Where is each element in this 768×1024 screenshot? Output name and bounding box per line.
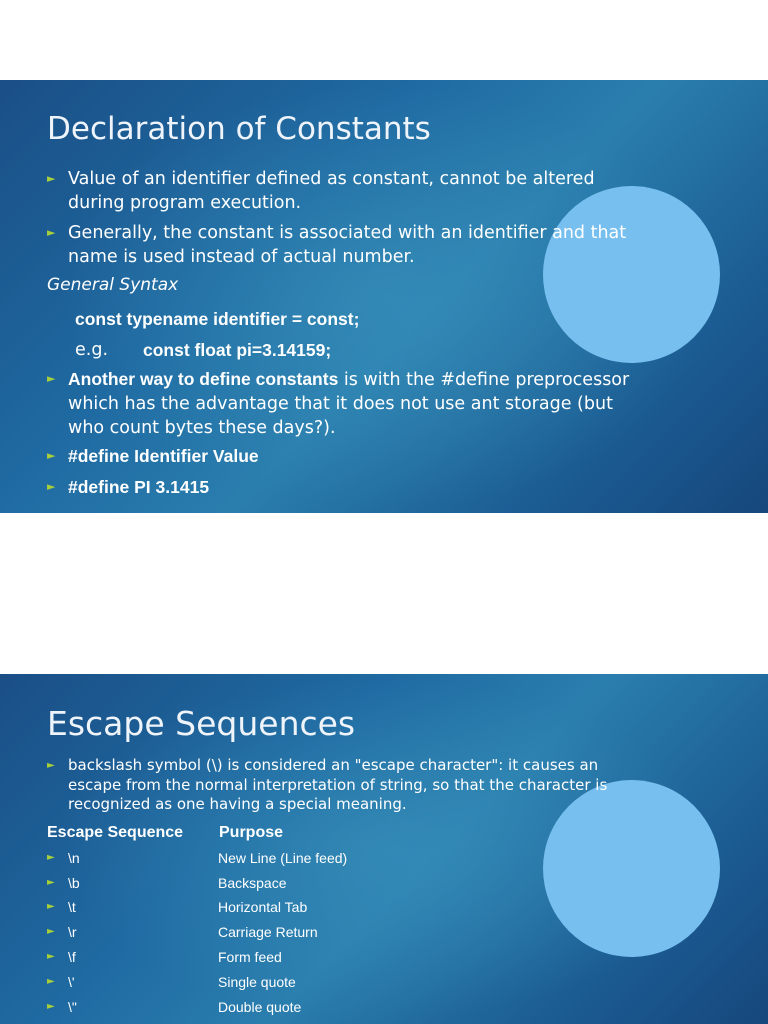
bullet-arrow-icon: ► (47, 852, 55, 863)
escape-code: \t (68, 899, 76, 915)
escape-code: \r (68, 924, 77, 940)
escape-purpose: Horizontal Tab (218, 899, 308, 915)
bullet-arrow-icon: ► (47, 480, 56, 493)
escape-purpose: Single quote (218, 974, 296, 990)
table-row (47, 848, 347, 868)
slide-title: Declaration of Constants (47, 111, 431, 147)
example-prefix: e.g. (75, 340, 109, 360)
column-header-sequence: Escape Sequence (47, 824, 184, 841)
bullet-arrow-icon: ► (47, 760, 55, 771)
bullet-item (47, 444, 259, 468)
bullet-arrow-icon: ► (47, 976, 55, 987)
bullet-arrow-icon: ► (47, 449, 56, 462)
escape-code: \" (68, 999, 77, 1015)
bullet-text: is with the #define preprocessor which has the advantage that it does not use ant storage (but who count bytes these days?). (68, 370, 630, 438)
table-row (47, 897, 307, 917)
escape-purpose: Form feed (218, 949, 282, 965)
slide-title: Escape Sequences (47, 704, 356, 743)
table-row (47, 873, 286, 893)
bullet-arrow-icon: ► (47, 372, 56, 385)
bullet-item (47, 756, 638, 815)
bullet-item (47, 475, 209, 499)
escape-code: \' (68, 974, 75, 990)
define-line: #define PI 3.1415 (68, 477, 210, 497)
bullet-arrow-icon: ► (47, 951, 55, 962)
table-row (47, 922, 318, 942)
bullet-arrow-icon: ► (47, 926, 55, 937)
syntax-heading: General Syntax (47, 275, 179, 295)
escape-purpose: New Line (Line feed) (218, 850, 348, 866)
bullet-text: Generally, the constant is associated with an identifier and that name is used instead of actual number. (68, 223, 627, 267)
bullet-arrow-icon: ► (47, 226, 56, 239)
escape-purpose: Backspace (218, 875, 287, 891)
table-row (47, 997, 301, 1017)
bullet-arrow-icon: ► (47, 877, 55, 888)
escape-code: \b (68, 875, 80, 891)
escape-code: \f (68, 949, 76, 965)
define-line: #define Identifier Value (68, 446, 259, 466)
slide-declaration-of-constants (0, 80, 768, 513)
table-row (47, 947, 282, 967)
bullet-arrow-icon: ► (47, 1001, 55, 1012)
column-header-purpose: Purpose (219, 824, 284, 841)
bullet-item (47, 167, 647, 215)
escape-purpose: Carriage Return (218, 924, 318, 940)
bullet-text: Value of an identifier defined as constant, cannot be altered during program execution. (68, 169, 595, 213)
slide-escape-sequences (0, 674, 768, 1024)
bullet-bold-text: Another way to define constants (68, 369, 339, 389)
bullet-arrow-icon: ► (47, 172, 56, 185)
bullet-item (47, 221, 647, 269)
table-row (47, 972, 296, 992)
syntax-line: const typename identifier = const; (75, 309, 360, 329)
escape-code: \n (68, 850, 80, 866)
example-code: const float pi=3.14159; (143, 340, 332, 360)
escape-purpose: Double quote (218, 999, 302, 1015)
bullet-text: backslash symbol (\) is considered an "escape character": it causes an escape from the normal interpretation of string, so that the character is recognized as one having a special meaning. (68, 756, 608, 813)
bullet-arrow-icon: ► (47, 901, 55, 912)
bullet-item (47, 367, 647, 440)
